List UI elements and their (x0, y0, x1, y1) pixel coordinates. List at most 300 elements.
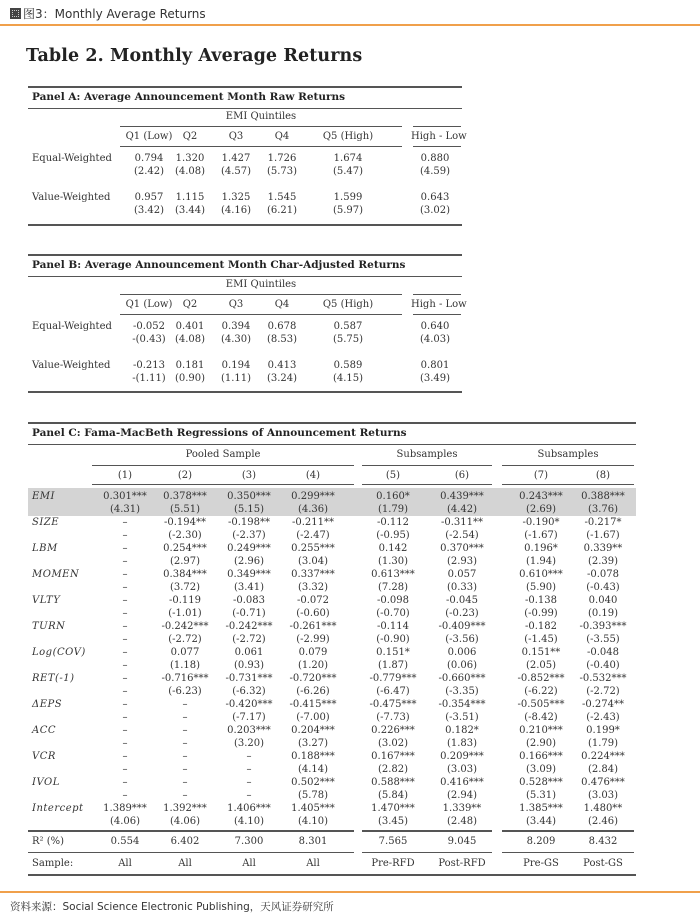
panel-c-col-header: (2) (177, 470, 193, 481)
panel-c-variable-label: MOMEN (32, 569, 80, 580)
panel-c-coefficient: -0.112 (376, 517, 409, 528)
panel-b-col-header: Q4 (274, 299, 290, 310)
panel-c-tstat: (3.20) (233, 738, 265, 749)
panel-c-variable-label: IVOL (32, 777, 60, 788)
sample-value: Pre-RFD (371, 858, 415, 869)
panel-c-coefficient: 0.610*** (519, 569, 563, 580)
panel-c-coefficient: -0.415*** (289, 699, 337, 710)
panel-c-tstat: (-2.72) (232, 634, 266, 645)
panel-c-coefficient: – (122, 647, 128, 658)
panel-c-coefficient: 0.243*** (519, 491, 563, 502)
panel-c-coefficient: 0.613*** (371, 569, 415, 580)
panel-a-tstat: (5.47) (332, 166, 364, 177)
panel-a (28, 86, 467, 226)
panel-c-tstat: (5.31) (525, 790, 557, 801)
panel-c-tstat: (4.06) (169, 816, 201, 827)
panel-c-tstat: – (122, 660, 128, 671)
panel-c-coefficient: 1.339** (442, 803, 482, 814)
panel-b-tstat: (3.49) (419, 373, 451, 384)
panel-c-variable-label: SIZE (32, 517, 60, 528)
panel-b-tstat: (3.24) (266, 373, 298, 384)
panel-c-coefficient: 0.588*** (371, 777, 415, 788)
panel-c-tstat: (3.45) (377, 816, 409, 827)
panel-b-tstat: -(0.43) (132, 334, 166, 345)
panel-b-tstat: (0.90) (174, 373, 206, 384)
panel-c-coefficient: -0.660*** (438, 673, 486, 684)
panel-c-tstat: (2.39) (587, 556, 619, 567)
panel-a-col-header: Q3 (228, 131, 244, 142)
panel-c-coefficient: -0.720*** (289, 673, 337, 684)
panel-c-tstat: – (182, 712, 188, 723)
panel-c-coefficient: – (182, 725, 188, 736)
panel-c-coefficient: 0.057 (447, 569, 477, 580)
panel-c-coefficient: 1.405*** (291, 803, 335, 814)
panel-c-tstat: (-0.71) (232, 608, 266, 619)
panel-c-variable-label: ACC (32, 725, 57, 736)
panel-a-value: 1.427 (221, 153, 251, 164)
panel-c-coefficient: 1.389*** (103, 803, 147, 814)
panel-c-coefficient: 1.406*** (227, 803, 271, 814)
panel-c-tstat: (1.83) (446, 738, 478, 749)
r2-value: 8.209 (526, 836, 556, 847)
panel-c-tstat: (-0.90) (376, 634, 410, 645)
r2-top-rule (362, 830, 492, 832)
panel-b-tstat: (4.30) (220, 334, 252, 345)
panel-c-bottom-rule (28, 874, 636, 876)
panel-c-coefficient: – (122, 673, 128, 684)
panel-b-value: 0.194 (221, 360, 251, 371)
panel-c-coefficient: – (122, 777, 128, 788)
panel-c-coefficient: 0.224*** (581, 751, 625, 762)
panel-a-value: 0.880 (420, 153, 450, 164)
panel-a-value: 1.115 (175, 192, 205, 203)
panel-b-value: 0.401 (175, 321, 205, 332)
panel-c-tstat: (1.18) (169, 660, 201, 671)
panel-c-tstat: – (122, 608, 128, 619)
panel-c-coefficient: 0.416*** (440, 777, 484, 788)
panel-c-coefficient: 0.350*** (227, 491, 271, 502)
panel-c-coefficient: – (182, 751, 188, 762)
panel-a-tstat: (4.57) (220, 166, 252, 177)
panel-c-tstat: (3.32) (297, 582, 329, 593)
panel-a-col-header: Q5 (High) (322, 131, 374, 142)
panel-c-coefficient: -0.048 (586, 647, 619, 658)
panel-c-tstat: (0.19) (587, 608, 619, 619)
panel-c-coefficient: -0.731*** (225, 673, 273, 684)
panel-c-coefficient: 0.388*** (581, 491, 625, 502)
panel-c-group-header: Subsamples (537, 449, 599, 460)
panel-a-value: 1.599 (333, 192, 363, 203)
panel-c-coefficient: – (122, 569, 128, 580)
panel-b-value: 0.181 (175, 360, 205, 371)
panel-c-tstat: – (122, 712, 128, 723)
panel-c-coefficient: 0.077 (170, 647, 200, 658)
panel-c-tstat: (-1.67) (586, 530, 620, 541)
group-rule (362, 465, 492, 466)
panel-c-coefficient: 0.040 (588, 595, 618, 606)
panel-c-coefficient: 0.151* (376, 647, 410, 658)
panel-c-tstat: (-7.73) (376, 712, 410, 723)
panel-c-tstat: (4.14) (297, 764, 329, 775)
panel-c-tstat: (-1.67) (524, 530, 558, 541)
panel-c-coefficient: 0.255*** (291, 543, 335, 554)
panel-c-tstat: – (182, 738, 188, 749)
panel-c-coefficient: 0.378*** (163, 491, 207, 502)
panel-c-coefficient: 0.079 (298, 647, 328, 658)
panel-c-coefficient: -0.198** (227, 517, 270, 528)
panel-c-tstat: (-3.35) (445, 686, 479, 697)
panel-c-tstat: – (122, 582, 128, 593)
panel-c-tstat: (1.20) (297, 660, 329, 671)
panel-c-coefficient: – (122, 517, 128, 528)
panel-a-row-label: Value-Weighted (32, 192, 111, 203)
r2-top-rule (502, 830, 634, 832)
panel-a-value: 0.794 (134, 153, 164, 164)
panel-c-tstat: – (122, 738, 128, 749)
r2-value: 6.402 (170, 836, 200, 847)
panel-c-tstat: (4.42) (446, 504, 478, 515)
panel-b-tstat: (4.08) (174, 334, 206, 345)
panel-c-variable-label: ΔEPS (32, 699, 63, 710)
panel-c-tstat: (1.87) (377, 660, 409, 671)
panel-c-tstat: (-2.47) (296, 530, 330, 541)
sample-value: All (178, 858, 192, 869)
panel-c-tstat: (-2.72) (586, 686, 620, 697)
panel-c-coefficient: -0.779*** (369, 673, 417, 684)
panel-c-coefficient: – (246, 777, 252, 788)
column-rule (92, 484, 354, 485)
panel-c-coefficient: 0.142 (378, 543, 408, 554)
panel-c-coefficient: – (246, 751, 252, 762)
panel-c-tstat: (-0.40) (586, 660, 620, 671)
sample-top-rule (28, 852, 92, 853)
source-note: 资料来源：Social Science Electronic Publishing，天风证券研究所 (10, 901, 334, 913)
column-rule (502, 484, 634, 485)
panel-c-coefficient: -0.311** (440, 517, 483, 528)
r2-value: 7.565 (378, 836, 408, 847)
r2-value: 8.301 (298, 836, 328, 847)
panel-c-tstat: (4.10) (297, 816, 329, 827)
panel-c-coefficient: 0.061 (234, 647, 264, 658)
panel-c-coefficient: -0.217* (584, 517, 622, 528)
panel-c-coefficient: 0.209*** (440, 751, 484, 762)
panel-c-col-header: (7) (533, 470, 549, 481)
panel-b-title: Panel B: Average Announcement Month Char-Adjusted Returns (32, 259, 406, 271)
panel-c-tstat: (1.79) (587, 738, 619, 749)
panel-a-title: Panel A: Average Announcement Month Raw Returns (32, 91, 346, 103)
sample-top-rule (502, 852, 634, 853)
group-rule (92, 465, 354, 466)
panel-c-tstat: (-7.17) (232, 712, 266, 723)
panel-c-tstat: (-0.70) (376, 608, 410, 619)
panel-c-coefficient: 0.339** (583, 543, 623, 554)
panel-c-coefficient: 0.199* (586, 725, 620, 736)
panel-b-tstat: (8.53) (266, 334, 298, 345)
panel-c-coefficient: 0.210*** (519, 725, 563, 736)
panel-c-coefficient: 0.203*** (227, 725, 271, 736)
panel-c-variable-label: EMI (32, 491, 55, 502)
panel-c-tstat: (-3.55) (586, 634, 620, 645)
panel-c-tstat: (-1.01) (168, 608, 202, 619)
r2-label: R² (%) (32, 836, 65, 847)
panel-c-tstat: (-3.51) (445, 712, 479, 723)
panel-c-tstat: (2.96) (233, 556, 265, 567)
r2-value: 8.432 (588, 836, 618, 847)
panel-c-coefficient: 0.204*** (291, 725, 335, 736)
panel-a-tstat: (3.44) (174, 205, 206, 216)
panel-c-coefficient: -0.242*** (161, 621, 209, 632)
sample-top-rule (92, 852, 354, 853)
panel-c-col-header: (8) (595, 470, 611, 481)
panel-a-col-header: Q1 (Low) (125, 131, 173, 142)
panel-c-tstat: (3.04) (297, 556, 329, 567)
panel-b-value: -0.052 (132, 321, 165, 332)
panel-c-coefficient: – (122, 621, 128, 632)
panel-b-col-header: Q1 (Low) (125, 299, 173, 310)
panel-b-tstat: (5.75) (332, 334, 364, 345)
panel-c-coefficient: 0.301*** (103, 491, 147, 502)
panel-a-tstat: (2.42) (133, 166, 165, 177)
sample-value: All (306, 858, 320, 869)
panel-c-coefficient: -0.852*** (517, 673, 565, 684)
panel-c-tstat: (7.28) (377, 582, 409, 593)
r2-value: 7.300 (234, 836, 264, 847)
panel-c-coefficient: -0.505*** (517, 699, 565, 710)
figure-label-text: 图3：Monthly Average Returns (23, 6, 206, 21)
panel-c-tstat: (5.51) (169, 504, 201, 515)
panel-b-tstat: (4.15) (332, 373, 364, 384)
header-divider (0, 24, 700, 26)
panel-c-coefficient: -0.119 (168, 595, 201, 606)
panel-c-coefficient: -0.138 (524, 595, 557, 606)
panel-c-tstat: (5.15) (233, 504, 265, 515)
panel-b-row-label: Value-Weighted (32, 360, 111, 371)
panel-c-coefficient: 0.182* (445, 725, 479, 736)
panel-c-tstat: (-0.23) (445, 608, 479, 619)
footer-divider (0, 891, 700, 893)
panel-c-coefficient: -0.274** (581, 699, 624, 710)
panel-c-coefficient: 0.439*** (440, 491, 484, 502)
panel-a-tstat: (4.16) (220, 205, 252, 216)
panel-c-variable-label: VLTY (32, 595, 61, 606)
panel-c-tstat: (3.03) (446, 764, 478, 775)
panel-c-coefficient: – (122, 751, 128, 762)
panel-c-tstat: – (122, 556, 128, 567)
panel-c-tstat: (2.69) (525, 504, 557, 515)
panel-c-tstat: (-2.30) (168, 530, 202, 541)
panel-a-value: 1.674 (333, 153, 363, 164)
panel-c-coefficient: – (182, 777, 188, 788)
panel-c-coefficient: – (182, 699, 188, 710)
panel-c-tstat: (3.03) (587, 790, 619, 801)
panel-c-coefficient: 0.299*** (291, 491, 335, 502)
panel-c-coefficient: 0.006 (447, 647, 477, 658)
panel-c-tstat: (-2.72) (168, 634, 202, 645)
panel-c-coefficient: -0.393*** (579, 621, 627, 632)
panel-c-coefficient: 1.480** (583, 803, 623, 814)
panel-a-tstat: (4.08) (174, 166, 206, 177)
panel-c-coefficient: 0.226*** (371, 725, 415, 736)
panel-c-variable-label: RET(-1) (32, 673, 75, 684)
panel-a-col-header: Q4 (274, 131, 290, 142)
panel-a-tstat: (3.42) (133, 205, 165, 216)
panel-c-coefficient: 0.249*** (227, 543, 271, 554)
panel-c-coefficient: -0.072 (296, 595, 329, 606)
sample-label: Sample: (32, 858, 74, 869)
panel-c-tstat: (-2.54) (445, 530, 479, 541)
panel-c-coefficient: – (122, 699, 128, 710)
panel-c-tstat: – (122, 634, 128, 645)
table-title: Table 2. Monthly Average Returns (26, 46, 363, 66)
panel-c-tstat: (1.30) (377, 556, 409, 567)
panel-a-tstat: (4.59) (419, 166, 451, 177)
panel-c-col-header: (4) (305, 470, 321, 481)
panel-c-tstat: – (122, 530, 128, 541)
panel-c-tstat: (0.06) (446, 660, 478, 671)
panel-c-tstat: (-1.45) (524, 634, 558, 645)
panel-c-tstat: (3.27) (297, 738, 329, 749)
panel-c-coefficient: 0.502*** (291, 777, 335, 788)
panel-c-col-header: (5) (385, 470, 401, 481)
panel-a-group-header: EMI Quintiles (225, 111, 297, 122)
panel-c-tstat: (5.78) (297, 790, 329, 801)
panel-c-coefficient: -0.354*** (438, 699, 486, 710)
r2-value: 0.554 (110, 836, 140, 847)
panel-c-tstat: – (182, 790, 188, 801)
panel-c-coefficient: 1.392*** (163, 803, 207, 814)
sample-value: Pre-GS (523, 858, 559, 869)
panel-c-coefficient: -0.420*** (225, 699, 273, 710)
panel-c-tstat: (-2.99) (296, 634, 330, 645)
panel-c-tstat: (-0.43) (586, 582, 620, 593)
panel-c-tstat: (4.06) (109, 816, 141, 827)
panel-c-variable-label: Intercept (32, 803, 84, 814)
panel-c-coefficient: -0.532*** (579, 673, 627, 684)
sample-top-rule (362, 852, 492, 853)
figure-icon (10, 8, 21, 19)
panel-c-tstat: (-7.00) (296, 712, 330, 723)
panel-c-tstat: (-0.60) (296, 608, 330, 619)
panel-c-tstat: (-6.47) (376, 686, 410, 697)
panel-c-tstat: – (122, 790, 128, 801)
panel-c-tstat: (1.79) (377, 504, 409, 515)
panel-c-tstat: – (246, 764, 252, 775)
panel-c-tstat: (5.90) (525, 582, 557, 593)
panel-c-tstat: (5.84) (377, 790, 409, 801)
figure-label (10, 4, 206, 22)
panel-b-value: 0.801 (420, 360, 450, 371)
panel-c-group-header: Subsamples (396, 449, 458, 460)
panel-b-value: 0.640 (420, 321, 450, 332)
panel-c-tstat: (4.36) (297, 504, 329, 515)
panel-c-coefficient: 0.370*** (440, 543, 484, 554)
panel-c (28, 422, 636, 870)
panel-c-tstat: (2.94) (446, 790, 478, 801)
panel-a-value: 1.325 (221, 192, 251, 203)
panel-c-tstat: (2.97) (169, 556, 201, 567)
panel-c-tstat: – (246, 790, 252, 801)
panel-c-tstat: (-6.23) (168, 686, 202, 697)
panel-c-tstat: – (122, 764, 128, 775)
panel-c-col-header: (1) (117, 470, 133, 481)
panel-a-col-header: High - Low (411, 131, 467, 142)
panel-c-group-header: Pooled Sample (185, 449, 261, 460)
panel-c-tstat: (-3.56) (445, 634, 479, 645)
panel-c-coefficient: -0.078 (586, 569, 619, 580)
panel-b-tstat: (1.11) (220, 373, 252, 384)
panel-c-tstat: (4.10) (233, 816, 265, 827)
panel-c-tstat: (3.41) (233, 582, 265, 593)
panel-c-tstat: (3.72) (169, 582, 201, 593)
panel-c-tstat: (1.94) (525, 556, 557, 567)
panel-b-value: 0.678 (267, 321, 297, 332)
panel-c-coefficient: 0.254*** (163, 543, 207, 554)
panel-a-tstat: (6.21) (266, 205, 298, 216)
panel-c-tstat: (-2.43) (586, 712, 620, 723)
sample-value: Post-GS (583, 858, 623, 869)
panel-c-coefficient: 0.166*** (519, 751, 563, 762)
panel-c-coefficient: -0.190* (522, 517, 560, 528)
panel-b-col-header: High - Low (411, 299, 467, 310)
panel-c-variable-label: LBM (32, 543, 58, 554)
sample-value: All (118, 858, 132, 869)
panel-b-value: 0.394 (221, 321, 251, 332)
panel-c-coefficient: -0.242*** (225, 621, 273, 632)
panel-c-tstat: (4.31) (109, 504, 141, 515)
panel-c-tstat: (3.44) (525, 816, 557, 827)
panel-c-tstat: (-0.95) (376, 530, 410, 541)
panel-b-col-header: Q3 (228, 299, 244, 310)
panel-c-tstat: (0.33) (446, 582, 478, 593)
panel-c-tstat: (0.93) (233, 660, 265, 671)
panel-c-coefficient: – (122, 543, 128, 554)
panel-c-variable-label: VCR (32, 751, 56, 762)
panel-c-coefficient: -0.194** (163, 517, 206, 528)
panel-b-tstat: -(1.11) (132, 373, 166, 384)
panel-a-tstat: (3.02) (419, 205, 451, 216)
sample-value: All (242, 858, 256, 869)
panel-b-value: -0.213 (132, 360, 165, 371)
panel-b-value: 0.587 (333, 321, 363, 332)
panel-c-variable-label: TURN (32, 621, 66, 632)
panel-b-tstat: (4.03) (419, 334, 451, 345)
panel-c-tstat: (-6.26) (296, 686, 330, 697)
panel-c-coefficient: -0.716*** (161, 673, 209, 684)
panel-c-title: Panel C: Fama-MacBeth Regressions of Announcement Returns (32, 427, 407, 439)
panel-a-tstat: (5.73) (266, 166, 298, 177)
panel-c-tstat: (3.09) (525, 764, 557, 775)
panel-c-tstat: (-2.37) (232, 530, 266, 541)
panel-c-coefficient: -0.098 (376, 595, 409, 606)
panel-c-tstat: (2.82) (377, 764, 409, 775)
panel-c-tstat: – (182, 764, 188, 775)
panel-b-col-header: Q5 (High) (322, 299, 374, 310)
panel-c-tstat: (-6.32) (232, 686, 266, 697)
panel-c-coefficient: – (122, 725, 128, 736)
panel-c-coefficient: -0.045 (445, 595, 478, 606)
panel-c-coefficient: -0.409*** (438, 621, 486, 632)
panel-b-col-header: Q2 (182, 299, 198, 310)
panel-c-tstat: (-8.42) (524, 712, 558, 723)
panel-a-row-label: Equal-Weighted (32, 153, 112, 164)
column-rule (362, 484, 492, 485)
panel-a-value: 1.726 (267, 153, 297, 164)
panel-a-value: 0.957 (134, 192, 164, 203)
panel-a-value: 1.545 (267, 192, 297, 203)
panel-b-value: 0.413 (267, 360, 297, 371)
r2-value: 9.045 (447, 836, 477, 847)
panel-a-value: 1.320 (175, 153, 205, 164)
